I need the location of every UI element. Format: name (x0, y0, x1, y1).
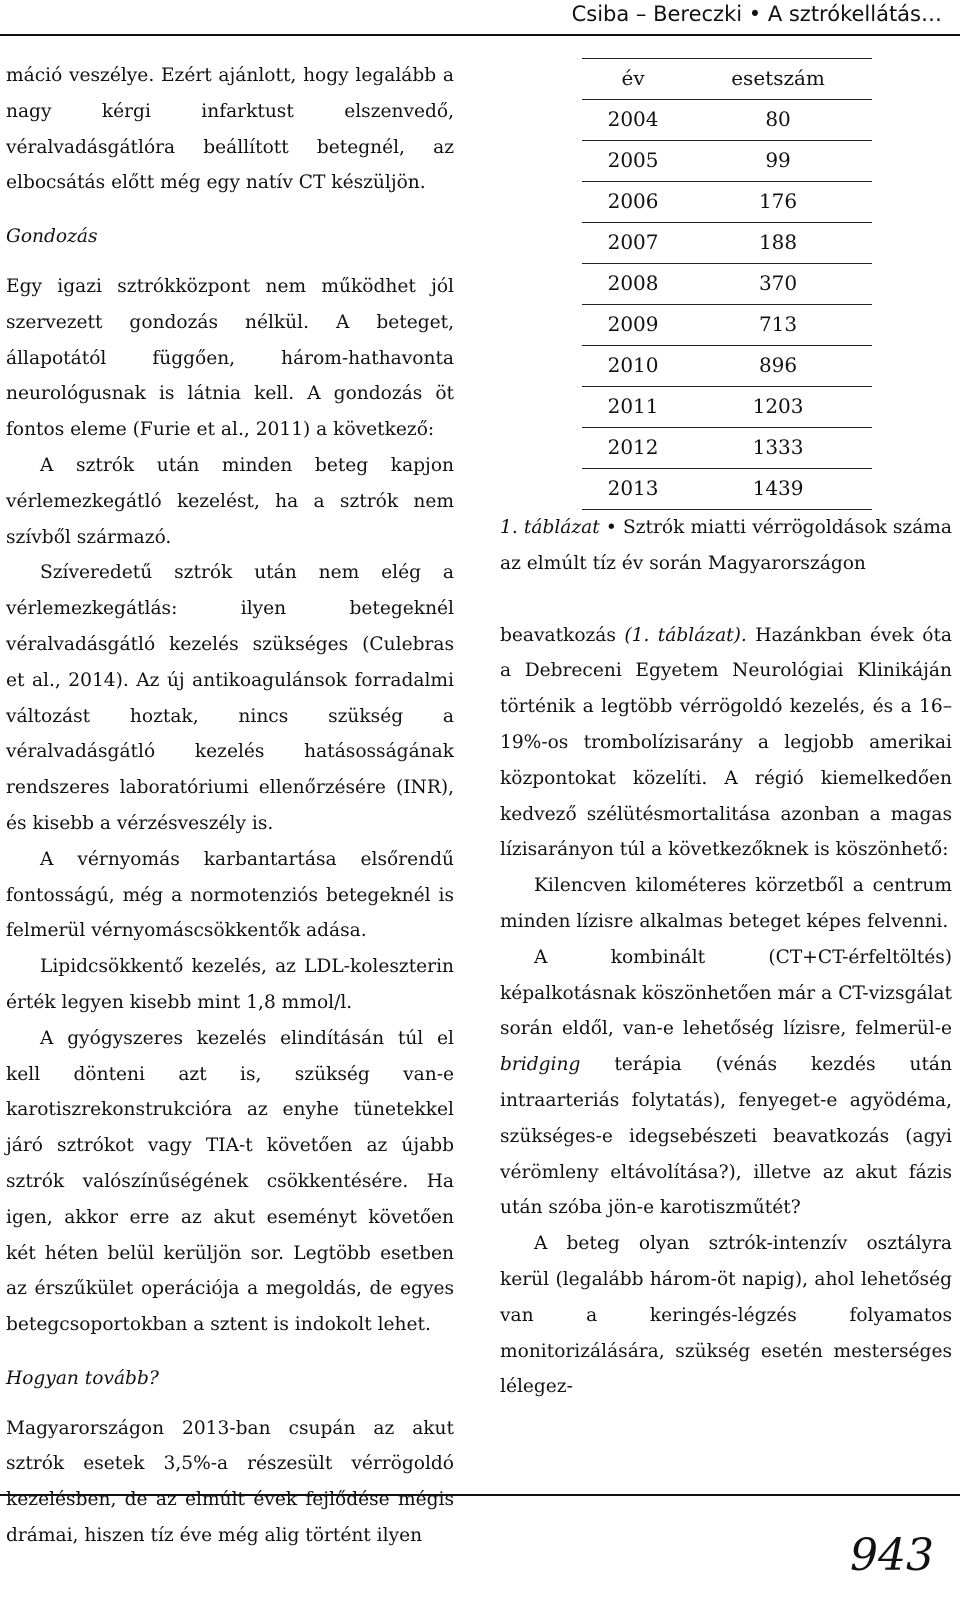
table-caption-label: 1. táblázat (500, 517, 600, 538)
table-row (582, 387, 872, 428)
running-header: Csiba – Bereczki • A sztrókellátás… (571, 2, 942, 26)
paragraph: Lipidcsökkentő kezelés, az LDL-koleszterin érték legyen kisebb mint 1,8 mmol/l. (6, 956, 454, 1013)
paragraph: Kilencven kilométeres körzetből a centrum minden lízisre alkalmas beteget képes felvenni. (500, 875, 952, 932)
table-row (582, 223, 872, 264)
term-bridging: bridging (500, 1054, 581, 1076)
table-row (582, 469, 872, 510)
thrombolysis-table (582, 58, 872, 510)
table-row (582, 305, 872, 346)
paragraph: A gyógyszeres kezelés elindításán túl el kell dönteni azt is, szükség van-e karotiszrekonstrukcióra az enyhe tünetekkel járó sztrókot vagy TIA-t követően az újabb sztrók valószínűségének csökkentésére. Ha igen, akkor erre az akut eseményt követően két héten belül kerüljön sor. Legtöbb esetben az érszűkület operációja a megoldás, de egyes betegcsoportokban a sztent is indokolt lehet. (6, 1027, 454, 1336)
cell-year: 2010 (582, 346, 684, 387)
cell-cases: 1439 (684, 469, 872, 510)
cell-cases: 896 (684, 346, 872, 387)
caption-bullet: • (599, 517, 623, 538)
column-header-year: év (582, 59, 684, 100)
cell-year: 2007 (582, 223, 684, 264)
table-reference: (1. táblázat). (624, 624, 747, 646)
cell-cases: 370 (684, 264, 872, 305)
cell-year: 2012 (582, 428, 684, 469)
paragraph (500, 618, 952, 869)
cell-year: 2009 (582, 305, 684, 346)
cell-year: 2006 (582, 182, 684, 223)
cell-cases: 713 (684, 305, 872, 346)
paragraph: Magyarországon 2013-ban csupán az akut sztrók esetek 3,5%-a részesült vérrögoldó kezelésben, de az elmúlt évek fejlődése mégis drámai, hiszen tíz éve még alig történt ilyen (6, 1417, 454, 1547)
header-rule (0, 34, 960, 36)
section-heading-gondozas: Gondozás (6, 226, 98, 248)
paragraph: Szíveredetű sztrók után nem elég a vérlemezkegátlás: ilyen betegeknél véralvadásgátló kezelés szükséges (Culebras et al., 2014). Az új antikoagulánsok forradalmi változást hoztak, nincs szükség a véralvadásgátló kezelés hatásosságának rendszeres laboratóriumi ellenőrzésére (INR), és kisebb a vérzésveszély is. (6, 562, 454, 834)
table-caption (500, 510, 952, 582)
page-number: 943 (850, 1530, 934, 1581)
cell-year: 2008 (582, 264, 684, 305)
paragraph: máció veszélye. Ezért ajánlott, hogy legalább a nagy kérgi infarktust elszenvedő, véralvadásgátlóra beállított betegnél, az elbocsátás előtt még egy natív CT készüljön. (6, 65, 454, 194)
text-run: Hazánkban évek óta a Debreceni Egyetem Neurológiai Klinikáján történik a legtöbb vérrögoldó kezelés, és a 16–19%-os trombolízisarány a legjobb amerikai központokat közelíti. A régió kiemelkedően kedvező szélütésmortalitása azonban a magas lízisarányon túl a következőknek is köszönhető: (500, 624, 952, 861)
cell-year: 2005 (582, 141, 684, 182)
paragraph: A vérnyomás karbantartása elsőrendű fontosságú, még a normotenziós betegeknél is felmerül vérnyomáscsökkentők adása. (6, 848, 454, 942)
cell-year: 2013 (582, 469, 684, 510)
footer-rule (0, 1494, 960, 1496)
section-heading-hogyan-tovabb: Hogyan tovább? (6, 1367, 159, 1389)
cell-year: 2011 (582, 387, 684, 428)
paragraph: Egy igazi sztrókközpont nem működhet jól szervezett gondozás nélkül. A beteget, állapotától függően, három-hathavonta neurológusnak is látnia kell. A gondozás öt fontos eleme (Furie et al., 2011) a következő: (6, 275, 454, 441)
cell-cases: 99 (684, 141, 872, 182)
cell-cases: 176 (684, 182, 872, 223)
paragraph: A sztrók után minden beteg kapjon vérlemezkegátló kezelést, ha a sztrók nem szívből származó. (6, 454, 454, 548)
table-row (582, 346, 872, 387)
cell-cases: 188 (684, 223, 872, 264)
paragraph (500, 940, 952, 1226)
table-caption-text: Sztrók miatti vérrögoldások száma az elmúlt tíz év során Magyarországon (500, 517, 952, 574)
column-header-cases: esetszám (684, 59, 872, 100)
table-row (582, 428, 872, 469)
table-header-row (582, 59, 872, 100)
left-column (6, 58, 454, 1554)
cell-cases: 1333 (684, 428, 872, 469)
paragraph: A beteg olyan sztrók-intenzív osztályra kerül (legalább három-öt napig), ahol lehetőség van a keringés-légzés folyamatos monitorizálására, szükség esetén mesterséges lélegez- (500, 1233, 952, 1398)
cell-year: 2004 (582, 100, 684, 141)
text-run: terápia (vénás kezdés után intraarteriás folytatás), fenyeget-e agyödéma, szükséges-e idegsebészeti beavatkozás (agyi vérömleny eltávolítása?), illetve az akut fázis után szóba jön-e karotiszműtét? (500, 1054, 952, 1219)
cell-cases: 1203 (684, 387, 872, 428)
right-column (500, 58, 952, 1405)
table-row (582, 100, 872, 141)
text-run: A kombinált (CT+CT-érfeltöltés) képalkotásnak köszönhetően már a CT-vizsgálat során eldől, van-e lehetőség lízisre, felmerül-e (500, 946, 952, 1040)
text-run: beavatkozás (500, 624, 625, 646)
cell-cases: 80 (684, 100, 872, 141)
table-row (582, 141, 872, 182)
table-row (582, 182, 872, 223)
table-row (582, 264, 872, 305)
